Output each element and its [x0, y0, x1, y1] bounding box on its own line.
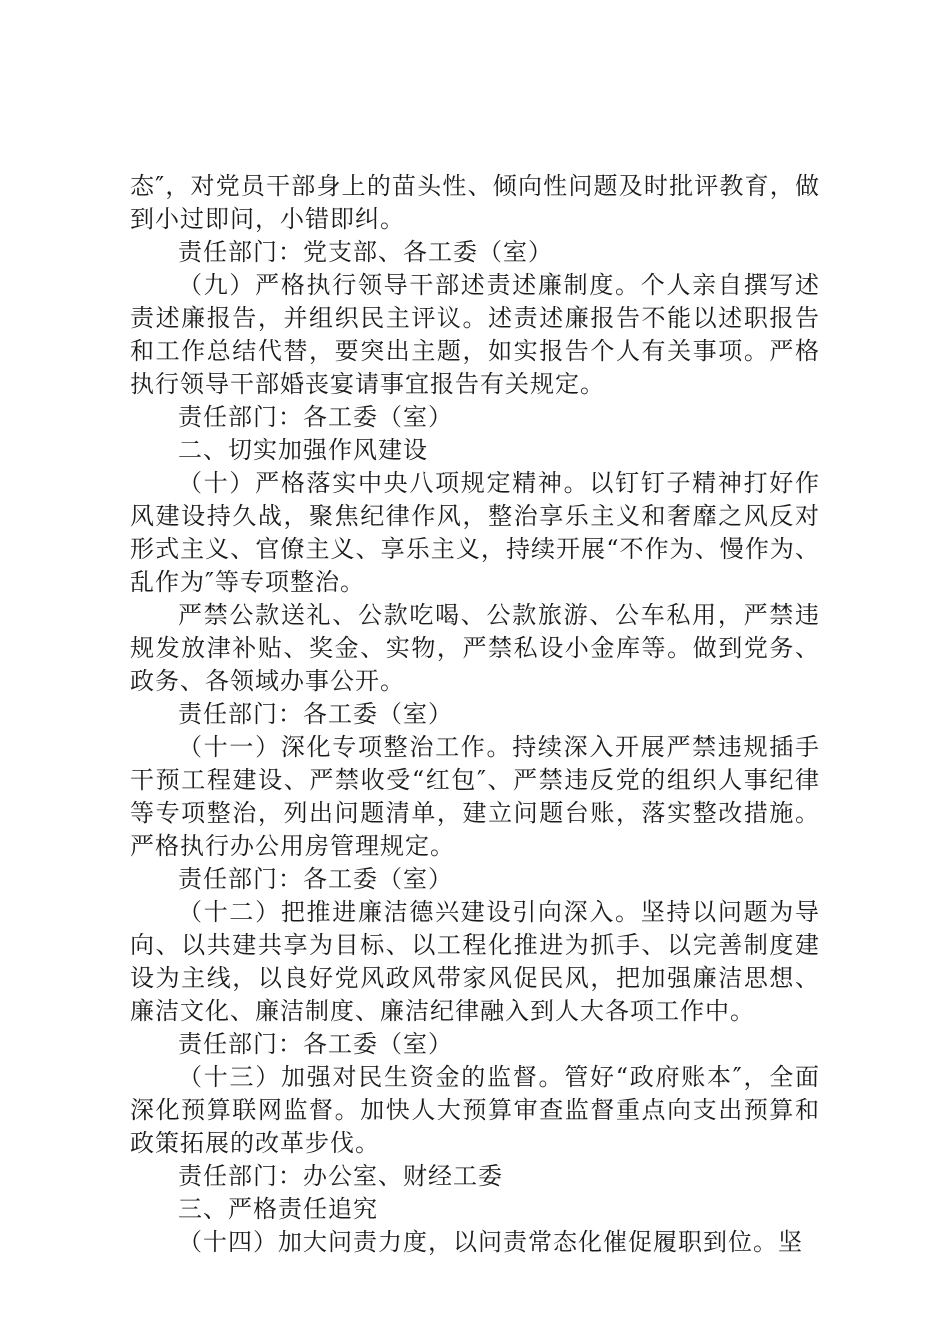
responsibility-line: 责任部门：党支部、各工委（室）: [178, 238, 553, 266]
section-heading: 二、切实加强作风建设: [178, 436, 428, 464]
paragraph: （九）严格执行领导干部述责述廉制度。个人亲自撰写述责述廉报告，并组织民主评议。述责述廉报告不能以述职报告和工作总结代替，要突出主题，如实报告个人有关事项。严格执行领导干部婚丧宴请事宜报告有关规定。: [130, 271, 820, 398]
paragraph: （十三）加强对民生资金的监督。管好“政府账本″，全面深化预算联网监督。加快人大预算审查监督重点向支出预算和政策拓展的改革步伐。: [130, 1063, 820, 1157]
paragraph: （十）严格落实中央八项规定精神。以钉钉子精神打好作风建设持久战，聚焦纪律作风，整治享乐主义和奢靡之风反对形式主义、官僚主义、享乐主义，持续开展“不作为、慢作为、乱作为″等专项整治。: [130, 469, 820, 596]
paragraph: 态″，对党员干部身上的苗头性、倾向性问题及时批评教育，做到小过即问，小错即纠。: [130, 172, 820, 233]
responsibility-line: 责任部门：各工委（室）: [178, 1030, 453, 1058]
section-heading: 三、严格责任追究: [178, 1195, 378, 1223]
paragraph: （十四）加大问责力度，以问责常态化催促履职到位。坚: [178, 1228, 803, 1256]
responsibility-line: 责任部门：各工委（室）: [178, 700, 453, 728]
responsibility-line: 责任部门：各工委（室）: [178, 865, 453, 893]
document-page: [130, 170, 820, 1259]
paragraph: （十二）把推进廉洁德兴建设引向深入。坚持以问题为导向、以共建共享为目标、以工程化推进为抓手、以完善制度建设为主线，以良好党风政风带家风促民风，把加强廉洁思想、廉洁文化、廉洁制度、廉洁纪律融入到人大各项工作中。: [130, 898, 820, 1025]
paragraph: （十一）深化专项整治工作。持续深入开展严禁违规插手干预工程建设、严禁收受“红包″、严禁违反党的组织人事纪律等专项整治，列出问题清单，建立问题台账，落实整改措施。严格执行办公用房管理规定。: [130, 733, 820, 860]
responsibility-line: 责任部门：办公室、财经工委: [178, 1162, 503, 1190]
responsibility-line: 责任部门：各工委（室）: [178, 403, 453, 431]
paragraph: 严禁公款送礼、公款吃喝、公款旅游、公车私用，严禁违规发放津补贴、奖金、实物，严禁私设小金库等。做到党务、政务、各领域办事公开。: [130, 601, 820, 695]
